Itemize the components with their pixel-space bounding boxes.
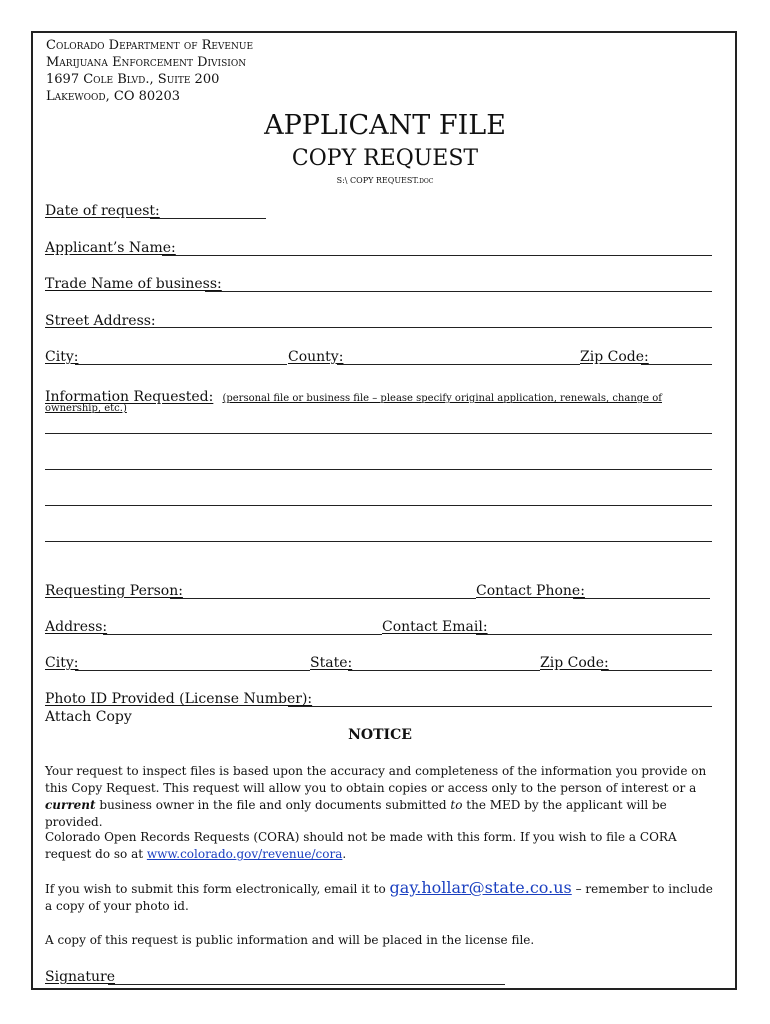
county-label: County: (288, 349, 344, 365)
zip-code-label: Zip Code: (580, 349, 649, 365)
photo-id-label: Photo ID Provided (License Number): (45, 691, 313, 707)
contact-phone-label: Contact Phone: (476, 583, 585, 599)
date-of-request-field[interactable] (150, 218, 266, 219)
state-field[interactable] (348, 670, 540, 671)
contact-email-field[interactable] (476, 634, 712, 635)
information-requested-line-1[interactable] (45, 433, 712, 434)
trade-name-field[interactable] (205, 291, 712, 292)
cora-link[interactable]: www.colorado.gov/revenue/cora (146, 847, 343, 861)
street-address-field[interactable] (145, 327, 712, 328)
date-of-request-label: Date of request: (45, 203, 160, 219)
information-requested-hint-cont: ownership, etc.) (45, 403, 127, 414)
contact-phone-field[interactable] (573, 598, 710, 599)
county-field[interactable] (337, 364, 580, 365)
signature-field[interactable] (108, 984, 505, 985)
current-emphasis: current (45, 798, 96, 812)
notice-heading: NOTICE (348, 727, 412, 743)
file-path: S:\ COPY REQUEST.doc (336, 176, 434, 185)
applicant-name-field[interactable] (162, 255, 712, 256)
notice-paragraph-3: If you wish to submit this form electronically, email it to gay.hollar@state.co.us – remember to include a copy of your photo id. (45, 878, 713, 913)
address-label: Address: (45, 619, 108, 635)
information-requested-line-3[interactable] (45, 505, 712, 506)
notice-paragraph-2: Colorado Open Records Requests (CORA) should not be made with this form. If you wish to file a CORA request do so at www.colorado.gov/revenue/cora. (45, 830, 677, 861)
applicant-name-label: Applicant’s Name: (45, 240, 176, 256)
city-label: City: (45, 349, 79, 365)
address-field[interactable] (103, 634, 382, 635)
signature-label: Signature (45, 969, 116, 985)
information-requested-label: Information Requested: (45, 389, 214, 405)
notice-paragraph-4: A copy of this request is public information and will be placed in the license file. (45, 933, 535, 947)
header-division: Marijuana Enforcement Division (46, 55, 247, 70)
header-street: 1697 Cole Blvd., Suite 200 (46, 72, 220, 87)
requesting-person-label: Requesting Person: (45, 583, 183, 599)
zip-code-2-label: Zip Code: (540, 655, 609, 671)
header-agency: Colorado Department of Revenue (46, 38, 254, 53)
form-title: APPLICANT FILE (264, 110, 506, 141)
street-address-label: Street Address: (45, 313, 156, 329)
state-label: State: (310, 655, 353, 671)
information-requested-line-2[interactable] (45, 469, 712, 470)
zip-code-2-field[interactable] (601, 670, 712, 671)
notice-paragraph-1: Your request to inspect files is based upon the accuracy and completeness of the information you provide on this Copy Request. This request will allow you to obtain copies or access only to the person of interest or a current business owner in the file and only documents submitted to the MED by the applicant will be provided. (45, 764, 707, 829)
information-requested-row (45, 386, 662, 405)
zip-code-field[interactable] (641, 364, 712, 365)
attach-copy-note: Attach Copy (45, 709, 132, 725)
information-requested-hint: (personal file or business file – please specify original application, renewals, change of (222, 393, 662, 404)
city-2-field[interactable] (75, 670, 310, 671)
contact-email-label: Contact Email: (382, 619, 488, 635)
photo-id-field[interactable] (288, 706, 712, 707)
form-subtitle: COPY REQUEST (291, 146, 479, 171)
trade-name-label: Trade Name of business: (45, 276, 222, 292)
requesting-person-field[interactable] (170, 598, 476, 599)
email-link[interactable]: gay.hollar@state.co.us (389, 878, 572, 897)
city-2-label: City: (45, 655, 79, 671)
information-requested-line-4[interactable] (45, 541, 712, 542)
city-field[interactable] (75, 364, 287, 365)
header-city: Lakewood, CO 80203 (46, 89, 181, 104)
